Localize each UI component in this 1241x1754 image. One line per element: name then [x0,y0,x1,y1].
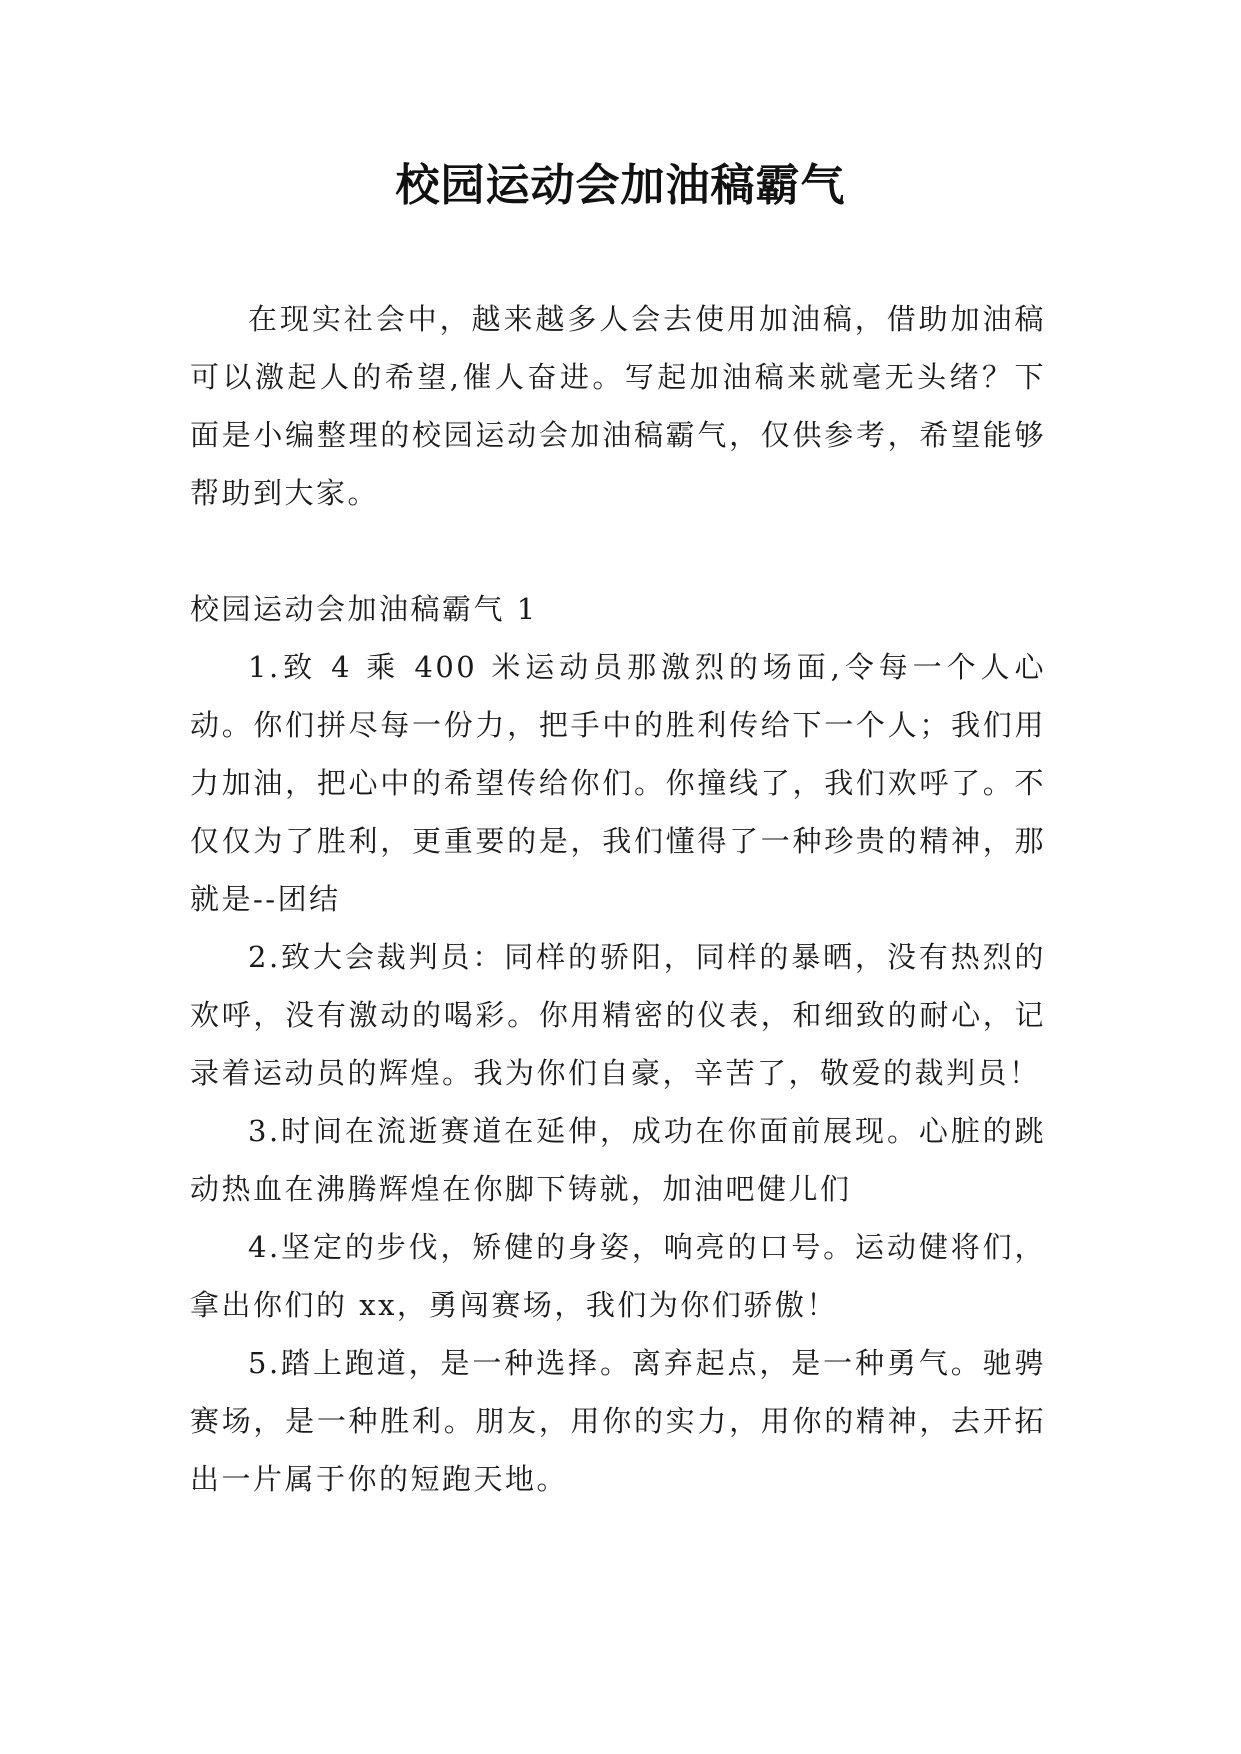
section-heading: 校园运动会加油稿霸气 1 [190,592,538,626]
intro-paragraph: 在现实社会中，越来越多人会去使用加油稿，借助加油稿可以激起人的希望,催人奋进。写起加油稿来就毫无头绪？下面是小编整理的校园运动会加油稿霸气，仅供参考，希望能够帮助到大家。 [190,302,1046,510]
document-body [190,290,1046,1508]
document-title: 校园运动会加油稿霸气 [395,160,846,211]
list-item: 5.踏上跑道，是一种选择。离弃起点，是一种勇气。驰骋赛场，是一种胜利。朋友，用你的实力，用你的精神，去开拓出一片属于你的短跑天地。 [190,1346,1046,1496]
list-item: 3.时间在流逝赛道在延伸，成功在你面前展现。心脏的跳动热血在沸腾辉煌在你脚下铸就，加油吧健儿们 [190,1114,1046,1206]
list-item: 2.致大会裁判员：同样的骄阳，同样的暴晒，没有热烈的欢呼，没有激动的喝彩。你用精密的仪表，和细致的耐心，记录着运动员的辉煌。我为你们自豪，辛苦了，敬爱的裁判员！ [190,940,1046,1090]
list-item: 4.坚定的步伐，矫健的身姿，响亮的口号。运动健将们，拿出你们的 xx，勇闯赛场，我们为你们骄傲！ [190,1230,1046,1322]
list-item: 1.致 4 乘 400 米运动员那激烈的场面,令每一个人心动。你们拼尽每一份力，把手中的胜利传给下一个人；我们用力加油，把心中的希望传给你们。你撞线了，我们欢呼了。不仅仅为了胜利，更重要的是，我们懂得了一种珍贵的精神，那就是--团结 [190,650,1046,916]
